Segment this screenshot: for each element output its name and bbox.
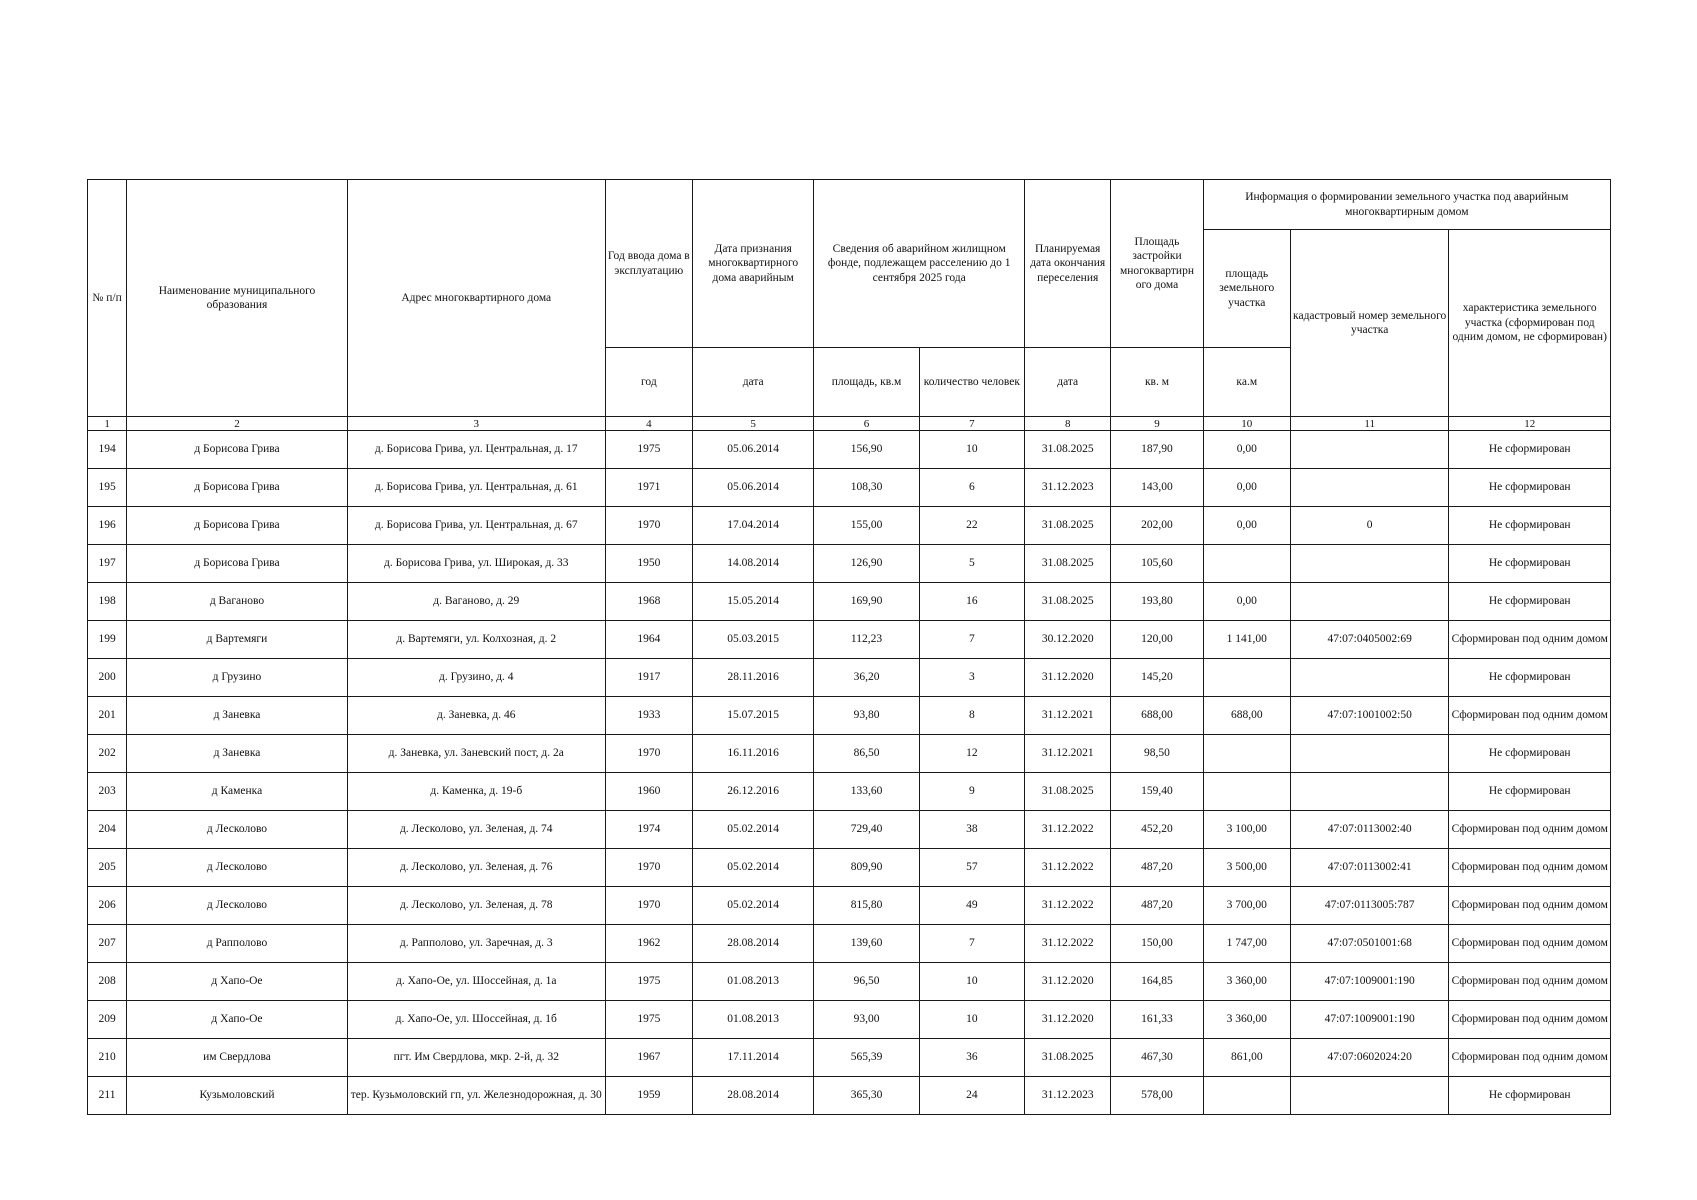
cell-planned-date: 31.12.2020 — [1025, 963, 1111, 1001]
table-row — [88, 431, 1611, 469]
column-number: 1 — [88, 417, 127, 431]
cell-land-area: 3 360,00 — [1203, 1001, 1290, 1039]
cell-municipality: д Рапполово — [127, 925, 348, 963]
cell-address: д. Каменка, д. 19-б — [347, 773, 605, 811]
cell-area: 96,50 — [814, 963, 919, 1001]
cell-municipality: Кузьмоловский — [127, 1077, 348, 1115]
cell-address: д. Борисова Грива, ул. Широкая, д. 33 — [347, 545, 605, 583]
cell-municipality: д Борисова Грива — [127, 469, 348, 507]
cell-year-built: 1964 — [605, 621, 692, 659]
cell-year-built: 1970 — [605, 507, 692, 545]
table-row — [88, 773, 1611, 811]
cell-cadastral: 47:07:1009001:190 — [1290, 963, 1449, 1001]
cell-cadastral: 47:07:0405002:69 — [1290, 621, 1449, 659]
cell-recognized-date: 05.02.2014 — [692, 849, 813, 887]
cell-area: 155,00 — [814, 507, 919, 545]
cell-land-characteristic: Сформирован под одним домом — [1449, 811, 1611, 849]
cell-area: 809,90 — [814, 849, 919, 887]
cell-num: 203 — [88, 773, 127, 811]
cell-year-built: 1970 — [605, 849, 692, 887]
cell-recognized-date: 01.08.2013 — [692, 963, 813, 1001]
cell-address: д. Лесколово, ул. Зеленая, д. 74 — [347, 811, 605, 849]
cell-area: 112,23 — [814, 621, 919, 659]
cell-planned-date: 31.12.2021 — [1025, 735, 1111, 773]
cell-land-area: 1 747,00 — [1203, 925, 1290, 963]
cell-land-area: 3 700,00 — [1203, 887, 1290, 925]
header-fund-info: Сведения об аварийном жилищном фонде, подлежащем расселению до 1 сентября 2025 года — [814, 180, 1025, 348]
cell-municipality: д Заневка — [127, 735, 348, 773]
unit-planned-date: дата — [1025, 348, 1111, 417]
cell-people: 6 — [919, 469, 1024, 507]
cell-land-area — [1203, 545, 1290, 583]
cell-cadastral: 47:07:0113002:40 — [1290, 811, 1449, 849]
cell-people: 9 — [919, 773, 1024, 811]
cell-year-built: 1974 — [605, 811, 692, 849]
cell-built-area: 143,00 — [1111, 469, 1203, 507]
housing-registry-table — [87, 179, 1611, 1115]
cell-planned-date: 31.12.2022 — [1025, 887, 1111, 925]
cell-year-built: 1960 — [605, 773, 692, 811]
cell-land-area — [1203, 1077, 1290, 1115]
cell-land-area: 3 500,00 — [1203, 849, 1290, 887]
cell-land-area: 688,00 — [1203, 697, 1290, 735]
cell-cadastral — [1290, 1077, 1449, 1115]
cell-built-area: 578,00 — [1111, 1077, 1203, 1115]
cell-recognized-date: 15.07.2015 — [692, 697, 813, 735]
cell-num: 206 — [88, 887, 127, 925]
cell-municipality: д Борисова Грива — [127, 431, 348, 469]
table-row — [88, 811, 1611, 849]
column-number: 7 — [919, 417, 1024, 431]
cell-recognized-date: 01.08.2013 — [692, 1001, 813, 1039]
table-row — [88, 659, 1611, 697]
cell-municipality: д Борисова Грива — [127, 545, 348, 583]
cell-address: тер. Кузьмоловский гп, ул. Железнодорожная, д. 30 — [347, 1077, 605, 1115]
cell-planned-date: 31.12.2021 — [1025, 697, 1111, 735]
cell-built-area: 193,80 — [1111, 583, 1203, 621]
cell-area: 139,60 — [814, 925, 919, 963]
cell-built-area: 688,00 — [1111, 697, 1203, 735]
cell-year-built: 1917 — [605, 659, 692, 697]
cell-area: 108,30 — [814, 469, 919, 507]
cell-num: 210 — [88, 1039, 127, 1077]
table-row — [88, 849, 1611, 887]
table-row — [88, 963, 1611, 1001]
cell-people: 8 — [919, 697, 1024, 735]
column-number: 12 — [1449, 417, 1611, 431]
cell-year-built: 1975 — [605, 431, 692, 469]
cell-planned-date: 30.12.2020 — [1025, 621, 1111, 659]
cell-people: 3 — [919, 659, 1024, 697]
cell-land-area: 0,00 — [1203, 583, 1290, 621]
header-land-characteristic: характеристика земельного участка (сформирован под одним домом, не сформирован) — [1449, 230, 1611, 417]
cell-land-characteristic: Сформирован под одним домом — [1449, 1039, 1611, 1077]
table-header — [88, 180, 1611, 431]
cell-people: 38 — [919, 811, 1024, 849]
cell-land-area — [1203, 659, 1290, 697]
cell-built-area: 145,20 — [1111, 659, 1203, 697]
cell-year-built: 1967 — [605, 1039, 692, 1077]
column-number: 5 — [692, 417, 813, 431]
cell-year-built: 1950 — [605, 545, 692, 583]
cell-area: 815,80 — [814, 887, 919, 925]
cell-built-area: 452,20 — [1111, 811, 1203, 849]
column-number: 11 — [1290, 417, 1449, 431]
header-recognized-date: Дата признания многоквартирного дома аварийным — [692, 180, 813, 348]
cell-land-characteristic: Сформирован под одним домом — [1449, 621, 1611, 659]
header-num: № п/п — [88, 180, 127, 417]
cell-land-area: 3 100,00 — [1203, 811, 1290, 849]
cell-year-built: 1968 — [605, 583, 692, 621]
cell-municipality: д Борисова Грива — [127, 507, 348, 545]
cell-municipality: д Хапо-Ое — [127, 1001, 348, 1039]
cell-area: 729,40 — [814, 811, 919, 849]
cell-municipality: д Лесколово — [127, 849, 348, 887]
cell-recognized-date: 05.03.2015 — [692, 621, 813, 659]
cell-cadastral: 47:07:1009001:190 — [1290, 1001, 1449, 1039]
cell-area: 133,60 — [814, 773, 919, 811]
cell-recognized-date: 05.02.2014 — [692, 811, 813, 849]
unit-date: дата — [692, 348, 813, 417]
column-number: 2 — [127, 417, 348, 431]
cell-land-characteristic: Не сформирован — [1449, 773, 1611, 811]
table-row — [88, 735, 1611, 773]
cell-planned-date: 31.12.2020 — [1025, 1001, 1111, 1039]
cell-built-area: 202,00 — [1111, 507, 1203, 545]
cell-num: 207 — [88, 925, 127, 963]
cell-built-area: 187,90 — [1111, 431, 1203, 469]
cell-land-characteristic: Сформирован под одним домом — [1449, 697, 1611, 735]
cell-land-characteristic: Сформирован под одним домом — [1449, 1001, 1611, 1039]
cell-land-area — [1203, 735, 1290, 773]
cell-num: 198 — [88, 583, 127, 621]
cell-land-area — [1203, 773, 1290, 811]
cell-num: 195 — [88, 469, 127, 507]
table-row — [88, 1077, 1611, 1115]
cell-municipality: д Хапо-Ое — [127, 963, 348, 1001]
unit-area: площадь, кв.м — [814, 348, 919, 417]
cell-people: 12 — [919, 735, 1024, 773]
cell-land-characteristic: Не сформирован — [1449, 1077, 1611, 1115]
cell-land-characteristic: Сформирован под одним домом — [1449, 925, 1611, 963]
cell-address: д. Грузино, д. 4 — [347, 659, 605, 697]
cell-cadastral — [1290, 773, 1449, 811]
cell-people: 5 — [919, 545, 1024, 583]
unit-sqm: кв. м — [1111, 348, 1203, 417]
cell-people: 24 — [919, 1077, 1024, 1115]
cell-address: д. Лесколово, ул. Зеленая, д. 78 — [347, 887, 605, 925]
cell-people: 10 — [919, 963, 1024, 1001]
cell-land-characteristic: Не сформирован — [1449, 545, 1611, 583]
cell-land-area: 861,00 — [1203, 1039, 1290, 1077]
table-row — [88, 1001, 1611, 1039]
cell-people: 10 — [919, 431, 1024, 469]
cell-recognized-date: 17.11.2014 — [692, 1039, 813, 1077]
cell-num: 205 — [88, 849, 127, 887]
cell-planned-date: 31.12.2023 — [1025, 1077, 1111, 1115]
cell-area: 36,20 — [814, 659, 919, 697]
header-year-built: Год ввода дома в эксплуатацию — [605, 180, 692, 348]
column-number: 9 — [1111, 417, 1203, 431]
cell-area: 365,30 — [814, 1077, 919, 1115]
header-land-area: площадь земельного участка — [1203, 230, 1290, 348]
cell-municipality: д Ваганово — [127, 583, 348, 621]
cell-cadastral — [1290, 545, 1449, 583]
unit-land-area: ка.м — [1203, 348, 1290, 417]
cell-built-area: 159,40 — [1111, 773, 1203, 811]
cell-year-built: 1971 — [605, 469, 692, 507]
cell-num: 204 — [88, 811, 127, 849]
cell-address: д. Лесколово, ул. Зеленая, д. 76 — [347, 849, 605, 887]
cell-planned-date: 31.12.2022 — [1025, 925, 1111, 963]
cell-year-built: 1975 — [605, 1001, 692, 1039]
cell-num: 199 — [88, 621, 127, 659]
cell-recognized-date: 17.04.2014 — [692, 507, 813, 545]
cell-people: 49 — [919, 887, 1024, 925]
cell-land-characteristic: Не сформирован — [1449, 431, 1611, 469]
cell-num: 194 — [88, 431, 127, 469]
cell-built-area: 120,00 — [1111, 621, 1203, 659]
cell-recognized-date: 28.08.2014 — [692, 1077, 813, 1115]
table-row — [88, 545, 1611, 583]
cell-num: 196 — [88, 507, 127, 545]
cell-land-area: 0,00 — [1203, 431, 1290, 469]
cell-year-built: 1970 — [605, 735, 692, 773]
cell-people: 36 — [919, 1039, 1024, 1077]
cell-year-built: 1933 — [605, 697, 692, 735]
cell-num: 200 — [88, 659, 127, 697]
cell-address: д. Заневка, д. 46 — [347, 697, 605, 735]
cell-recognized-date: 05.06.2014 — [692, 469, 813, 507]
cell-address: пгт. Им Свердлова, мкр. 2-й, д. 32 — [347, 1039, 605, 1077]
cell-cadastral — [1290, 583, 1449, 621]
table-body — [88, 431, 1611, 1115]
table-row — [88, 887, 1611, 925]
cell-planned-date: 31.12.2022 — [1025, 849, 1111, 887]
cell-land-characteristic: Сформирован под одним домом — [1449, 849, 1611, 887]
cell-year-built: 1970 — [605, 887, 692, 925]
cell-address: д. Хапо-Ое, ул. Шоссейная, д. 1б — [347, 1001, 605, 1039]
cell-planned-date: 31.08.2025 — [1025, 507, 1111, 545]
cell-recognized-date: 28.11.2016 — [692, 659, 813, 697]
cell-num: 201 — [88, 697, 127, 735]
cell-planned-date: 31.12.2023 — [1025, 469, 1111, 507]
cell-municipality: д Каменка — [127, 773, 348, 811]
header-land-info: Информация о формировании земельного участка под аварийным многоквартирным домом — [1203, 180, 1610, 230]
cell-num: 202 — [88, 735, 127, 773]
cell-cadastral — [1290, 659, 1449, 697]
cell-people: 16 — [919, 583, 1024, 621]
table-row — [88, 621, 1611, 659]
cell-num: 211 — [88, 1077, 127, 1115]
cell-built-area: 164,85 — [1111, 963, 1203, 1001]
cell-area: 156,90 — [814, 431, 919, 469]
cell-cadastral: 47:07:0113005:787 — [1290, 887, 1449, 925]
header-cadastral: кадастровый номер земельного участка — [1290, 230, 1449, 417]
cell-recognized-date: 14.08.2014 — [692, 545, 813, 583]
cell-address: д. Борисова Грива, ул. Центральная, д. 67 — [347, 507, 605, 545]
table-row — [88, 697, 1611, 735]
column-number: 3 — [347, 417, 605, 431]
cell-area: 169,90 — [814, 583, 919, 621]
cell-people: 7 — [919, 621, 1024, 659]
cell-land-area: 0,00 — [1203, 507, 1290, 545]
unit-people: количество человек — [919, 348, 1024, 417]
cell-people: 10 — [919, 1001, 1024, 1039]
cell-cadastral: 47:07:0501001:68 — [1290, 925, 1449, 963]
cell-land-characteristic: Не сформирован — [1449, 583, 1611, 621]
cell-address: д. Заневка, ул. Заневский пост, д. 2а — [347, 735, 605, 773]
cell-land-characteristic: Не сформирован — [1449, 659, 1611, 697]
header-address: Адрес многоквартирного дома — [347, 180, 605, 417]
cell-cadastral: 47:07:0602024:20 — [1290, 1039, 1449, 1077]
cell-address: д. Хапо-Ое, ул. Шоссейная, д. 1а — [347, 963, 605, 1001]
cell-address: д. Борисова Грива, ул. Центральная, д. 17 — [347, 431, 605, 469]
cell-land-characteristic: Не сформирован — [1449, 735, 1611, 773]
cell-municipality: д Лесколово — [127, 887, 348, 925]
header-planned-date: Планируемая дата окончания переселения — [1025, 180, 1111, 348]
cell-cadastral — [1290, 431, 1449, 469]
cell-planned-date: 31.12.2022 — [1025, 811, 1111, 849]
column-number: 8 — [1025, 417, 1111, 431]
cell-year-built: 1962 — [605, 925, 692, 963]
cell-planned-date: 31.12.2020 — [1025, 659, 1111, 697]
cell-recognized-date: 05.02.2014 — [692, 887, 813, 925]
cell-land-characteristic: Не сформирован — [1449, 469, 1611, 507]
cell-planned-date: 31.08.2025 — [1025, 583, 1111, 621]
cell-built-area: 150,00 — [1111, 925, 1203, 963]
header-municipality: Наименование муниципального образования — [127, 180, 348, 417]
cell-address: д. Вартемяги, ул. Колхозная, д. 2 — [347, 621, 605, 659]
cell-built-area: 487,20 — [1111, 887, 1203, 925]
cell-address: д. Ваганово, д. 29 — [347, 583, 605, 621]
cell-area: 565,39 — [814, 1039, 919, 1077]
cell-cadastral: 47:07:1001002:50 — [1290, 697, 1449, 735]
cell-recognized-date: 15.05.2014 — [692, 583, 813, 621]
cell-built-area: 487,20 — [1111, 849, 1203, 887]
cell-recognized-date: 05.06.2014 — [692, 431, 813, 469]
cell-land-area: 3 360,00 — [1203, 963, 1290, 1001]
cell-cadastral: 0 — [1290, 507, 1449, 545]
cell-address: д. Борисова Грива, ул. Центральная, д. 61 — [347, 469, 605, 507]
table-row — [88, 583, 1611, 621]
cell-municipality: д Заневка — [127, 697, 348, 735]
cell-cadastral: 47:07:0113002:41 — [1290, 849, 1449, 887]
unit-year: год — [605, 348, 692, 417]
cell-land-characteristic: Не сформирован — [1449, 507, 1611, 545]
cell-people: 7 — [919, 925, 1024, 963]
cell-num: 208 — [88, 963, 127, 1001]
cell-land-characteristic: Сформирован под одним домом — [1449, 887, 1611, 925]
cell-recognized-date: 16.11.2016 — [692, 735, 813, 773]
cell-recognized-date: 26.12.2016 — [692, 773, 813, 811]
cell-area: 126,90 — [814, 545, 919, 583]
cell-land-area: 0,00 — [1203, 469, 1290, 507]
cell-year-built: 1975 — [605, 963, 692, 1001]
cell-cadastral — [1290, 469, 1449, 507]
column-number: 10 — [1203, 417, 1290, 431]
cell-num: 209 — [88, 1001, 127, 1039]
cell-planned-date: 31.08.2025 — [1025, 545, 1111, 583]
cell-municipality: д Вартемяги — [127, 621, 348, 659]
cell-municipality: д Грузино — [127, 659, 348, 697]
cell-recognized-date: 28.08.2014 — [692, 925, 813, 963]
cell-municipality: д Лесколово — [127, 811, 348, 849]
cell-year-built: 1959 — [605, 1077, 692, 1115]
column-numbers-row — [88, 417, 1611, 431]
cell-built-area: 98,50 — [1111, 735, 1203, 773]
cell-area: 93,80 — [814, 697, 919, 735]
table-row — [88, 1039, 1611, 1077]
cell-built-area: 161,33 — [1111, 1001, 1203, 1039]
header-built-area: Площадь застройки многоквартирн ого дома — [1111, 180, 1203, 348]
cell-people: 57 — [919, 849, 1024, 887]
cell-built-area: 467,30 — [1111, 1039, 1203, 1077]
column-number: 6 — [814, 417, 919, 431]
cell-people: 22 — [919, 507, 1024, 545]
cell-municipality: им Свердлова — [127, 1039, 348, 1077]
table-row — [88, 469, 1611, 507]
cell-area: 86,50 — [814, 735, 919, 773]
cell-num: 197 — [88, 545, 127, 583]
table-row — [88, 507, 1611, 545]
cell-area: 93,00 — [814, 1001, 919, 1039]
cell-planned-date: 31.08.2025 — [1025, 431, 1111, 469]
cell-address: д. Рапполово, ул. Заречная, д. 3 — [347, 925, 605, 963]
cell-land-area: 1 141,00 — [1203, 621, 1290, 659]
cell-cadastral — [1290, 735, 1449, 773]
column-number: 4 — [605, 417, 692, 431]
table-row — [88, 925, 1611, 963]
cell-planned-date: 31.08.2025 — [1025, 1039, 1111, 1077]
cell-planned-date: 31.08.2025 — [1025, 773, 1111, 811]
cell-land-characteristic: Сформирован под одним домом — [1449, 963, 1611, 1001]
cell-built-area: 105,60 — [1111, 545, 1203, 583]
